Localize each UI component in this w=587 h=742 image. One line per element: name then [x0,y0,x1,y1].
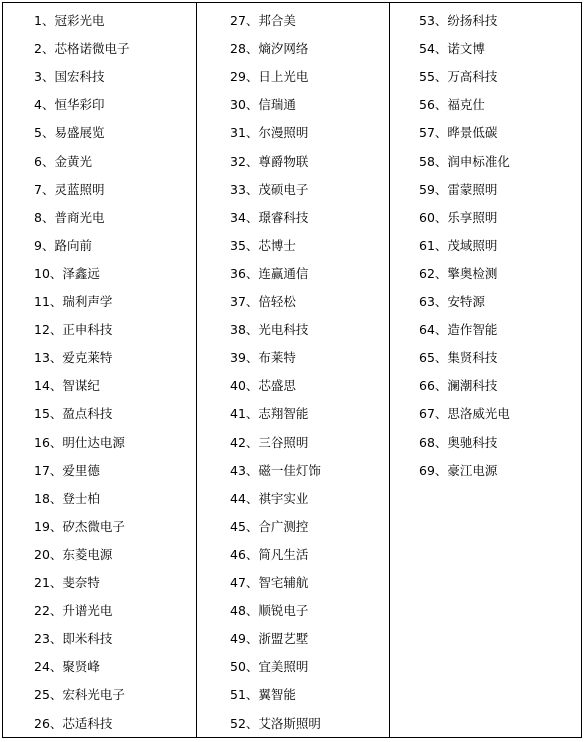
list-item: 39、布莱特 [230,350,296,366]
table-column-1 [3,3,197,737]
list-item: 54、诺文博 [419,41,485,57]
list-item: 45、合广测控 [230,518,309,534]
list-item: 25、宏科光电子 [34,687,125,703]
list-item: 68、奥驰科技 [419,434,498,450]
list-item: 4、恒华彩印 [34,97,105,113]
list-item: 44、祺宇实业 [230,490,309,506]
list-item: 9、路向前 [34,237,92,253]
company-list-table [2,2,582,738]
list-item: 51、翼智能 [230,687,296,703]
list-item: 17、爱里德 [34,462,100,478]
list-item: 8、普商光电 [34,209,105,225]
list-item: 13、爱克莱特 [34,350,113,366]
list-item: 33、茂硕电子 [230,181,309,197]
list-item: 58、润申标准化 [419,153,510,169]
list-item: 67、思洛威光电 [419,406,510,422]
list-item: 52、艾洛斯照明 [230,715,321,731]
list-item: 11、瑞利声学 [34,294,113,309]
list-item: 31、尔漫照明 [230,125,309,141]
list-item: 49、浙盟艺墅 [230,631,309,647]
list-item: 41、志翔智能 [230,406,309,422]
list-item: 60、乐享照明 [419,209,498,225]
list-item: 10、泽鑫远 [34,265,100,281]
list-item: 21、斐奈特 [34,575,100,590]
list-item: 46、简凡生活 [230,546,309,562]
list-item: 47、智宅辅航 [230,575,309,590]
list-item: 42、三谷照明 [230,434,309,450]
list-item: 62、擎奥检测 [419,265,498,281]
list-item: 48、顺锐电子 [230,603,309,619]
list-item: 20、东菱电源 [34,546,113,562]
list-item: 26、芯适科技 [34,715,113,731]
list-item: 24、聚贤峰 [34,659,100,675]
list-item: 2、芯格诺微电子 [34,41,130,57]
list-item: 1、冠彩光电 [34,13,105,28]
list-item: 16、明仕达电源 [34,434,125,450]
list-item: 59、雷蒙照明 [419,181,498,197]
list-item: 27、邦合美 [230,13,296,28]
table-column-2 [197,3,390,737]
list-item: 63、安特源 [419,294,485,309]
list-item: 69、豪江电源 [419,462,498,478]
list-item: 6、金黄光 [34,153,92,169]
list-item: 65、集贤科技 [419,350,498,366]
table-column-3 [390,3,581,737]
list-item: 36、连赢通信 [230,265,309,281]
list-item: 29、日上光电 [230,69,309,85]
list-item: 40、芯盛思 [230,378,296,394]
list-item: 50、宜美照明 [230,659,309,675]
list-item: 19、矽杰微电子 [34,518,125,534]
list-item: 3、国宏科技 [34,69,105,85]
list-item: 37、倍轻松 [230,294,296,309]
list-item: 64、造作智能 [419,322,498,338]
list-item: 38、光电科技 [230,322,309,338]
list-item: 28、熵汐网络 [230,41,309,57]
list-item: 7、灵蓝照明 [34,181,105,197]
list-item: 18、登士柏 [34,490,100,506]
list-item: 15、盈点科技 [34,406,113,422]
list-item: 5、易盛展览 [34,125,105,141]
list-item: 22、升谱光电 [34,603,113,619]
list-item: 35、芯博士 [230,237,296,253]
list-item: 23、即米科技 [34,631,113,647]
list-item: 32、尊爵物联 [230,153,309,169]
list-item: 30、信瑞通 [230,97,296,113]
list-item: 12、正申科技 [34,322,113,338]
list-item: 53、纷扬科技 [419,13,498,28]
list-item: 14、智谋纪 [34,378,100,394]
list-item: 57、晔景低碳 [419,125,498,141]
list-item: 61、茂域照明 [419,237,498,253]
list-item: 56、福克仕 [419,97,485,113]
list-item: 43、磁一佳灯饰 [230,462,321,478]
list-item: 34、璟睿科技 [230,209,309,225]
list-item: 55、万高科技 [419,69,498,85]
list-item: 66、澜潮科技 [419,378,498,394]
